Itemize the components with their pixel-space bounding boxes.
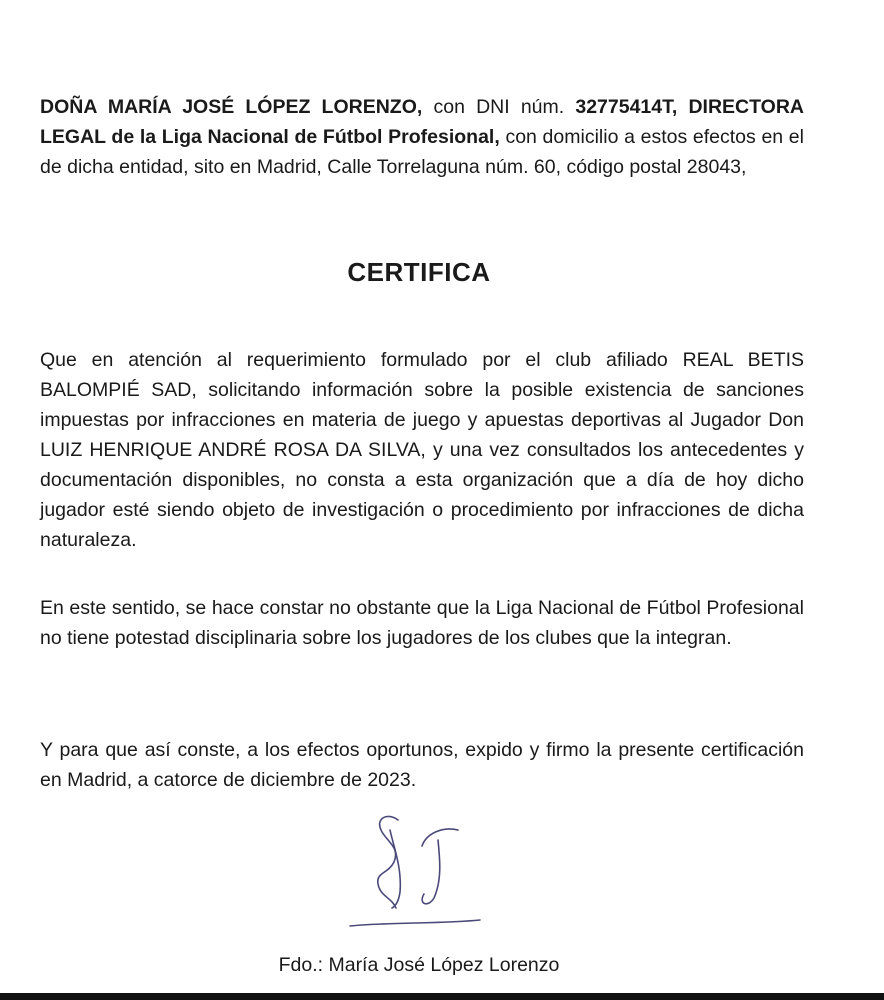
signature-caption: Fdo.: María José López Lorenzo xyxy=(278,954,560,976)
certifica-heading: CERTIFICA xyxy=(347,257,491,287)
closing-paragraph: Y para que así conste, a los efectos oportunos, expido y firmo la presente certificación en Madrid, a catorce de diciembre de 2023. xyxy=(40,739,804,791)
certification-paragraph: Que en atención al requerimiento formulado por el club afiliado REAL BETIS BALOMPIÉ SAD, solicitando información sobre la posible existencia de sanciones impuestas por infracciones en materia de juego y apuestas deportivas al Jugador Don LUIZ HENRIQUE ANDRÉ ROSA DA SILVA, y una vez consultados los antecedentes y documentación disponibles, no consta a esta organización que a día de hoy dicho jugador esté siendo objeto de investigación o procedimiento por infracciones de dicha naturaleza. xyxy=(40,349,804,551)
bottom-border xyxy=(0,993,884,1000)
dni-number: 32775414T, xyxy=(575,96,678,118)
handwritten-signature xyxy=(330,808,490,938)
intro-paragraph xyxy=(40,92,804,182)
signer-role: DIRECTORA LEGAL de la Liga Nacional de Fútbol Profesional, xyxy=(40,96,805,148)
intro-address: con domicilio a estos efectos en el de dicha entidad, sito en Madrid, Calle Torrelaguna núm. 60, código postal 28043, xyxy=(40,126,804,178)
signer-name: DOÑA MARÍA JOSÉ LÓPEZ LORENZO, xyxy=(40,96,423,118)
disclaimer-paragraph: En este sentido, se hace constar no obstante que la Liga Nacional de Fútbol Profesional no tiene potestad disciplinaria sobre los jugadores de los clubes que la integran. xyxy=(40,597,804,649)
dni-label: con DNI núm. xyxy=(422,96,576,118)
